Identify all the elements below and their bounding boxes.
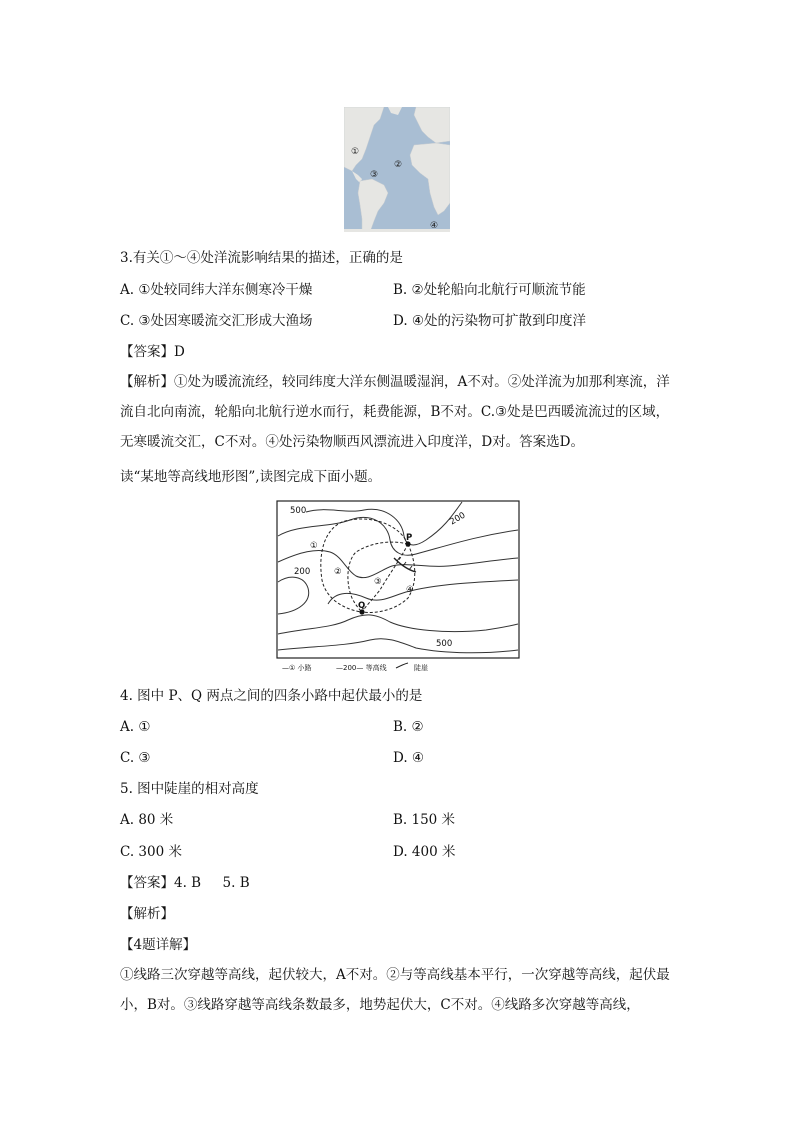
q5-option-d: D. 400 米 <box>393 844 456 860</box>
q3-analysis: 【解析】①处为暖流流经，较同纬度大洋东侧温暖湿润，A不对。②处洋流为加那利寒流，洋流自北向南流，轮船向北航行逆水而行，耗费能源，B不对。C.③处是巴西暖流流过的区域，无寒暖流交汇，C不对。④处污染物顺西风漂流进入印度洋，D对。答案选D。 <box>120 374 670 450</box>
q3-option-a: A. ①处较同纬大洋东侧寒冷干燥 <box>120 282 313 298</box>
q4-detail: ①线路三次穿越等高线，起伏较大，A不对。②与等高线基本平行，一次穿越等高线，起伏最小，B对。③线路穿越等高线条数最多，地势起伏大，C不对。④线路多次穿越等高线， <box>120 967 670 1013</box>
q4-option-a: A. ① <box>120 719 151 735</box>
q5-stem: 5. 图中陡崖的相对高度 <box>120 781 259 797</box>
q5-option-c: C. 300 米 <box>120 844 182 860</box>
legend-path: —① 小路 <box>282 664 312 672</box>
answers-4-5: 【答案】4. B 5. B <box>120 875 250 891</box>
q4-stem: 4. 图中 P、Q 两点之间的四条小路中起伏最小的是 <box>120 688 423 704</box>
q4-option-c: C. ③ <box>120 750 151 766</box>
intro-text: 读“某地等高线地形图”,读图完成下面小题。 <box>120 469 382 485</box>
map-marker-3: ③ <box>370 170 379 180</box>
atlantic-map <box>344 107 450 232</box>
route-label-1: ① <box>310 541 318 551</box>
analysis-heading: 【解析】 <box>120 906 174 922</box>
point-p-label: P <box>406 533 413 543</box>
contour-label-200-left: 200 <box>294 567 311 577</box>
q4-option-d: D. ④ <box>393 750 425 766</box>
q4-detail-heading: 【4题详解】 <box>120 937 197 953</box>
map-marker-2: ② <box>394 160 403 170</box>
map-marker-4: ④ <box>430 221 439 231</box>
route-label-2: ② <box>334 567 342 577</box>
q3-option-b: B. ②处轮船向北航行可顺流节能 <box>393 282 586 298</box>
contour-label-500-bottom: 500 <box>436 639 453 649</box>
q3-option-d: D. ④处的污染物可扩散到印度洋 <box>393 313 587 329</box>
contour-label-200-right: 200 <box>448 510 468 528</box>
legend-contour: —200— 等高线 <box>336 664 387 672</box>
q5-option-b: B. 150 米 <box>393 812 456 828</box>
route-label-4: ④ <box>406 585 414 595</box>
point-q-label: Q <box>358 601 366 611</box>
legend-cliff: 陡崖 <box>414 664 428 672</box>
route-label-3: ③ <box>374 577 382 587</box>
q4-option-b: B. ② <box>393 719 424 735</box>
q5-option-a: A. 80 米 <box>120 812 174 828</box>
map-marker-1: ① <box>351 147 360 157</box>
contour-label-500-top: 500 <box>290 506 307 516</box>
q3-stem: 3.有关①～④处洋流影响结果的描述，正确的是 <box>120 250 403 266</box>
q3-option-c: C. ③处因寒暖流交汇形成大渔场 <box>120 313 313 329</box>
contour-map <box>276 500 520 676</box>
q3-answer: 【答案】D <box>120 344 185 360</box>
